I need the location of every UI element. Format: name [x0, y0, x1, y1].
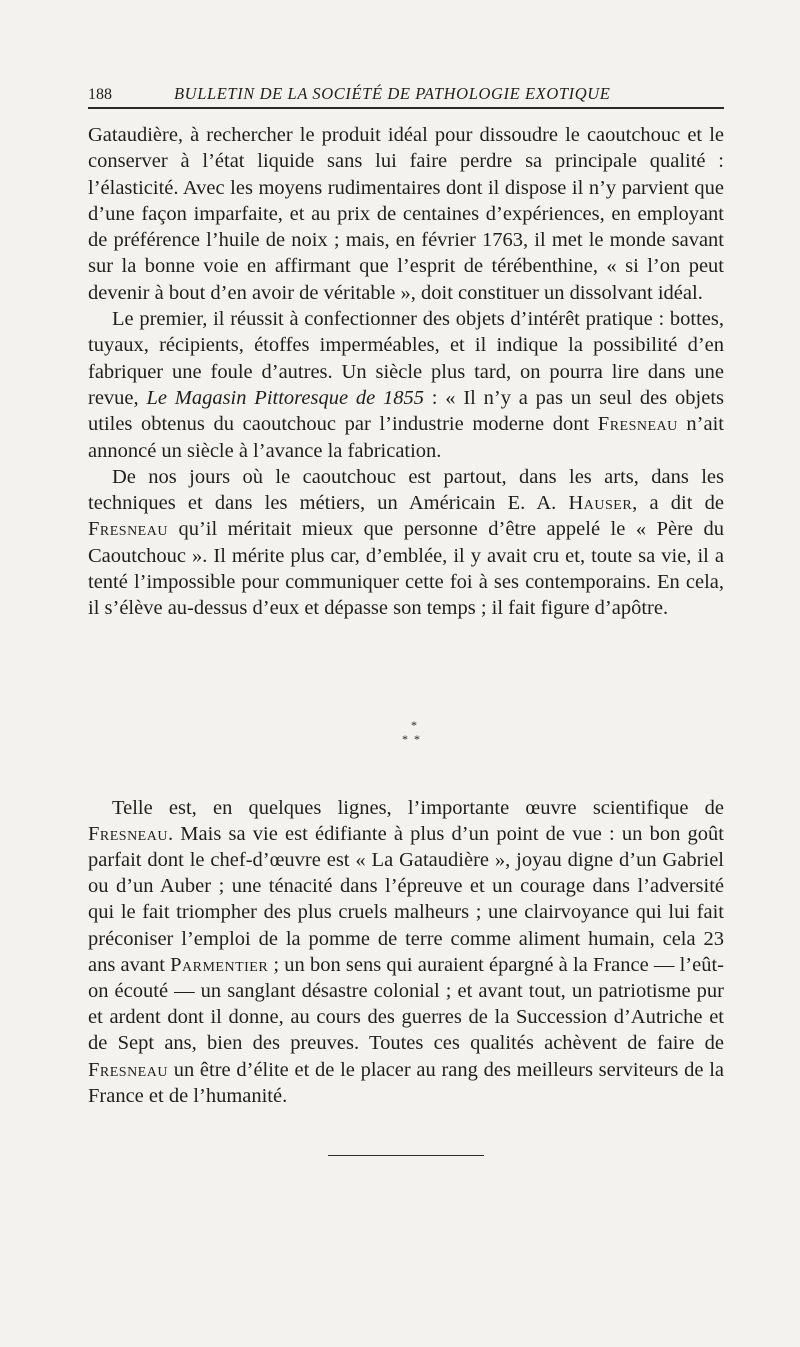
body-text	[88, 122, 724, 622]
author-name-fresneau: Fresneau	[88, 822, 168, 845]
author-name-fresneau: Fresneau	[88, 1058, 168, 1081]
paragraph-4-text-c: ; un bon sens qui auraient épargné à la France — l’eût-on écouté — un sanglant désastre colonial ; et avant tout, un patriotisme pur et ardent dont il donne, au cours des guerres de la Succession d’Autriche et de Sept ans, bien des preuves. Toutes ces qualités achèvent de faire de	[88, 953, 724, 1055]
paragraph-4-text-a: Telle est, en quelques lignes, l’importante œuvre scientifique de	[112, 796, 724, 819]
end-rule	[328, 1155, 484, 1156]
page-header	[88, 80, 722, 106]
magazine-title: Le Magasin Pittoresque de 1855	[146, 386, 424, 409]
paragraph-2-text-b: : « Il n’y a pas un seul des objets utiles obtenus du caoutchouc par l’industrie moderne dont	[88, 386, 724, 436]
person-name-hauser: Hauser	[568, 492, 633, 515]
paragraph-3-text-c: qu’il méritait mieux que personne d’être appelé le « Père du Caoutchouc ». Il mérite plus car, d’emblée, il y avait cru et, toute sa vie, il a tenté l’impossible pour communiquer cette foi à ses contemporains. En cela, il s’élève au-dessus d’eux et dépasse son temps ; il fait figure d’apôtre.	[88, 518, 724, 620]
asterism-top: *	[411, 718, 417, 732]
paragraph-1: Gataudière, à rechercher le produit idéal pour dissoudre le caoutchouc et le conserver à l’état liquide sans lui faire perdre sa principale qualité : l’élasticité. Avec les moyens rudimentaires dont il dispose il n’y parvient que d’une façon imparfaite, et au prix de centaines d’expériences, en employant de préférence l’huile de noix ; mais, en février 1763, il met le monde savant sur la bonne voie en affirmant que l’esprit de térébenthine, « si l’on peut devenir à bout d’en avoir de véritable », doit constituer un dissolvant idéal.	[88, 124, 724, 304]
author-name-fresneau: Fresneau	[88, 518, 168, 541]
paragraph-4-text-b: . Mais sa vie est édifiante à plus d’un point de vue : un bon goût parfait dont le chef-d’œuvre est « La Gataudière », joyau digne d’un Gabriel ou d’un Auber ; une ténacité dans l’épreuve et un courage dans l’adversité qui le fait triompher des plus cruels malheurs ; une clairvoyance qui lui fait préconiser l’emploi de la pomme de terre comme aliment humain, cela 23 ans avant	[88, 822, 724, 976]
paragraph-2-text-a: Le premier, il réussit à confectionner des objets d’intérêt pratique : bottes, tuyaux, récipients, étoffes imperméables, et il indique la possibilité d’en fabriquer une foule d’autres. Un siècle plus tard, on pourra lire dans une revue,	[88, 308, 724, 409]
running-title: BULLETIN DE LA SOCIÉTÉ DE PATHOLOGIE EXOTIQUE	[174, 84, 611, 103]
section-asterism	[394, 718, 434, 758]
paragraph-2	[88, 306, 724, 464]
paragraph-3-text-b: , a dit de	[632, 492, 724, 515]
paragraph-4-text-d: un être d’élite et de le placer au rang des meilleurs serviteurs de la France et de l’humanité.	[88, 1058, 724, 1107]
paragraph-2-text-c: n’ait annoncé un siècle à l’avance la fabrication.	[88, 413, 724, 462]
paragraph-3-text-a: De nos jours où le caoutchouc est partout, dans les arts, dans les techniques et dans les métiers, un Américain E. A.	[88, 465, 724, 515]
asterism-bottom: **	[402, 732, 426, 746]
paragraph-4	[88, 795, 724, 1109]
page-number: 188	[88, 86, 112, 103]
person-name-parmentier: Parmentier	[170, 953, 269, 976]
header-rule	[88, 107, 724, 109]
paragraph-3	[88, 464, 724, 622]
author-name-fresneau: Fresneau	[597, 413, 678, 436]
